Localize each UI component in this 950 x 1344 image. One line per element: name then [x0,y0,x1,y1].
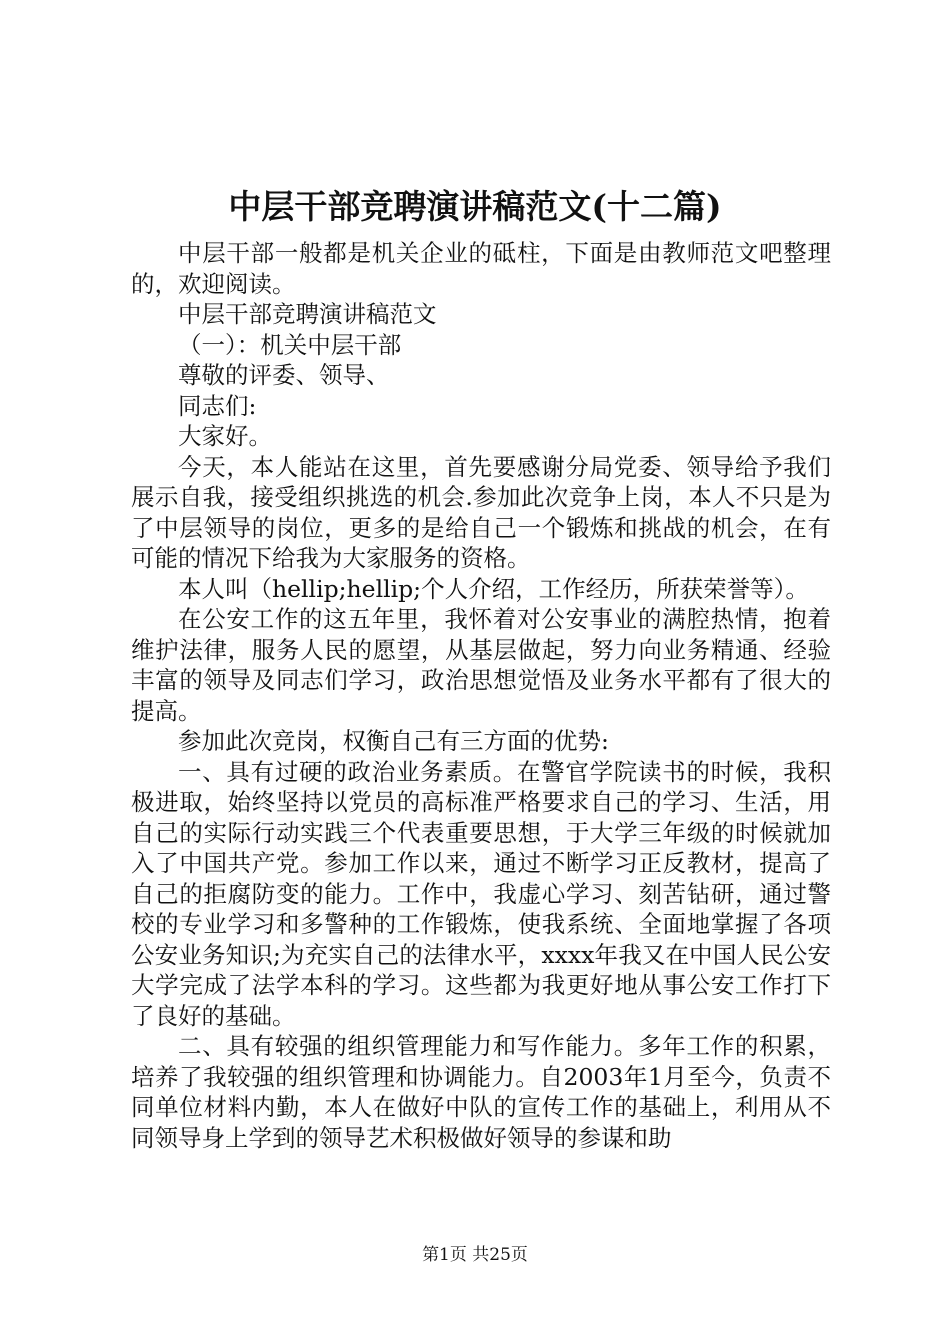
paragraph: 中层干部竞聘演讲稿范文 [178,300,437,328]
paragraph: 中层干部一般都是机关企业的砥柱，下面是由教师范文吧整理的，欢迎阅读。 [131,239,831,298]
paragraph: 同志们: [178,391,257,420]
paragraph: 大家好。 [178,422,272,450]
paragraph: 二、具有较强的组织管理能力和写作能力。多年工作的积累，培养了我较强的组织管理和协调能力。自2003年1月至今，负责不同单位材料内勤，本人在做好中队的宣传工作的基础上，利用从不同领导身上学到的领导艺术积极做好领导的参谋和助 [131,1032,831,1152]
paragraph: 一、具有过硬的政治业务素质。在警官学院读书的时候，我积极进取，始终坚持以党员的高标准严格要求自己的学习、生活，用自己的实际行动实践三个代表重要思想，于大学三年级的时候就加入了中国共产党。参加工作以来，通过不断学习正反教材，提高了自己的拒腐防变的能力。工作中，我虚心学习、刻苦钻研，通过警校的专业学习和多警种的工作锻炼，使我系统、全面地掌握了各项公安业务知识;为充实自己的法律水平，xxxx年我又在中国人民公安大学完成了法学本科的学习。这些都为我更好地从事公安工作打下了良好的基础。 [131,757,831,1030]
paragraph: 今天，本人能站在这里，首先要感谢分局党委、领导给予我们展示自我，接受组织挑选的机会.参加此次竞争上岗，本人不只是为了中层领导的岗位，更多的是给自己一个锻炼和挑战的机会，在有可能的情况下给我为大家服务的资格。 [131,452,831,572]
paragraph: （一）：机关中层干部 [178,330,402,359]
paragraph: 参加此次竞岗，权衡自己有三方面的优势: [178,727,609,755]
paragraph: 本人叫（hellip;hellip;个人介绍，工作经历，所获荣誉等）。 [178,574,809,603]
page-footer: 第1页 共25页 [422,1245,528,1265]
paragraph: 尊敬的评委、领导、 [178,361,390,389]
document-body [131,238,831,1153]
paragraph: 在公安工作的这五年里，我怀着对公安事业的满腔热情，抱着维护法律，服务人民的愿望，从基层做起，努力向业务精通、经验丰富的领导及同志们学习，政治思想觉悟及业务水平都有了很大的提高。 [131,605,831,725]
document-title: 中层干部竞聘演讲稿范文(十二篇) [228,187,722,226]
